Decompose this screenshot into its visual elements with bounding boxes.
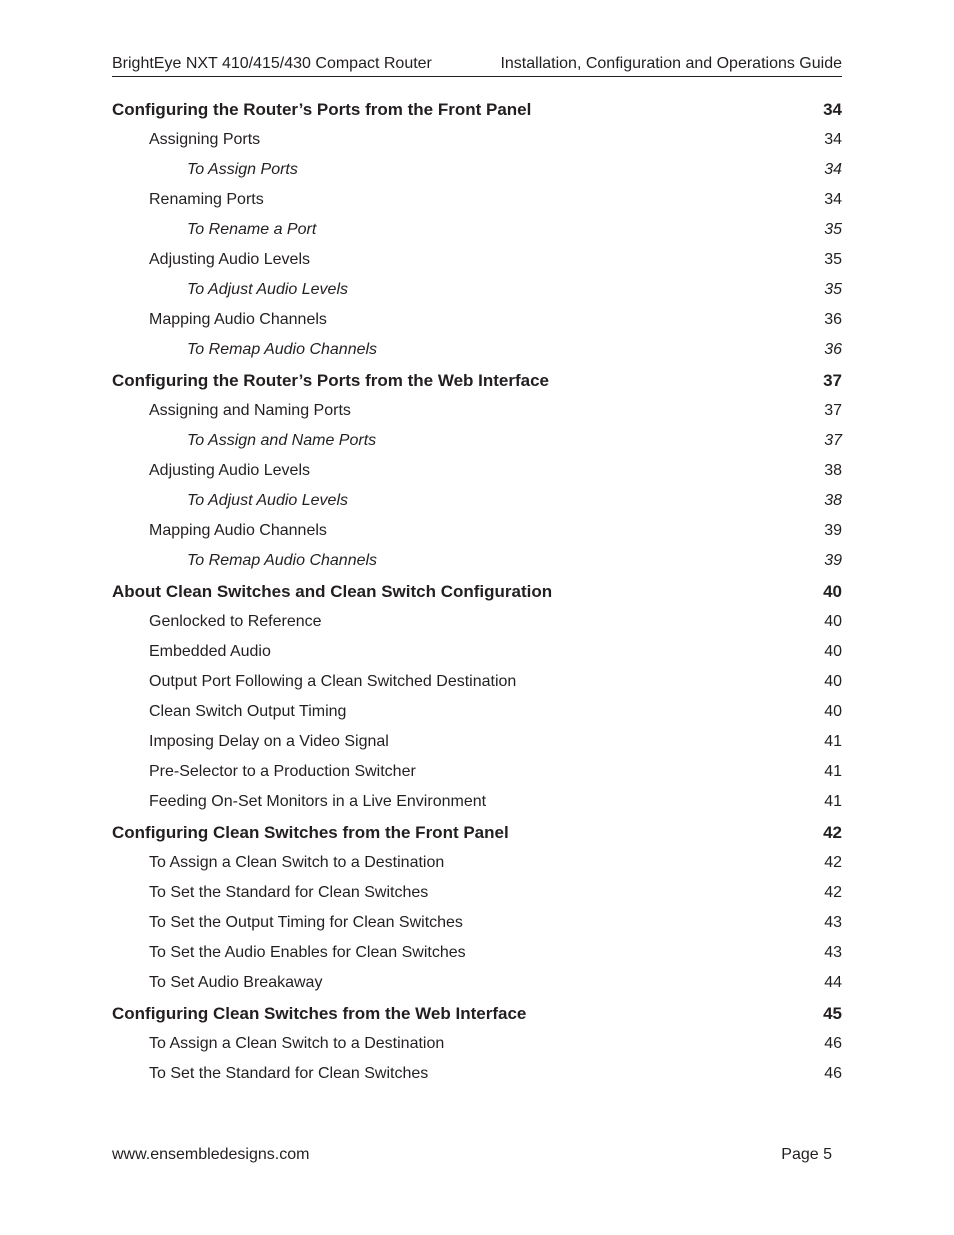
- toc-entry-title: To Remap Audio Channels: [187, 552, 378, 569]
- toc-entry-page: 39: [824, 552, 842, 569]
- toc-entry-page: 38: [824, 492, 842, 509]
- toc-entry-title: To Set the Standard for Clean Switches: [149, 884, 429, 901]
- toc-entry-title: Genlocked to Reference: [149, 613, 322, 630]
- toc-subsection-entry[interactable]: [112, 1059, 842, 1089]
- page-header: [112, 54, 842, 77]
- toc-entry-title: To Set Audio Breakaway: [149, 974, 323, 991]
- toc-entry-page: 40: [823, 581, 842, 601]
- toc-entry-page: 37: [824, 402, 842, 419]
- toc-subsection-entry[interactable]: [112, 878, 842, 908]
- toc-entry-page: 46: [824, 1035, 842, 1052]
- toc-subsection-entry[interactable]: [112, 697, 842, 727]
- toc-entry-title: Adjusting Audio Levels: [149, 462, 310, 479]
- toc-section-entry[interactable]: [112, 817, 842, 848]
- toc-entry-page: 46: [824, 1065, 842, 1082]
- toc-entry-title: To Assign a Clean Switch to a Destination: [149, 854, 445, 871]
- toc-subsection-entry[interactable]: [112, 516, 842, 546]
- toc-entry-title: Configuring the Router’s Ports from the Front Panel: [112, 99, 532, 119]
- toc-entry-page: 38: [824, 462, 842, 479]
- toc-entry-page: 35: [824, 281, 842, 298]
- toc-entry-page: 34: [824, 131, 842, 148]
- toc-entry-title: Pre-Selector to a Production Switcher: [149, 763, 416, 780]
- toc-entry-page: 40: [824, 643, 842, 660]
- toc-entry-page: 41: [824, 793, 842, 810]
- toc-subsection-entry[interactable]: [112, 848, 842, 878]
- toc-entry-title: To Assign Ports: [187, 161, 298, 178]
- toc-entry-page: 40: [824, 703, 842, 720]
- toc-entry-title: To Adjust Audio Levels: [187, 281, 348, 298]
- toc-procedure-entry[interactable]: [112, 426, 842, 456]
- toc-section-entry[interactable]: [112, 576, 842, 607]
- page-footer: [112, 1145, 832, 1165]
- toc-entry-title: About Clean Switches and Clean Switch Configuration: [112, 581, 553, 601]
- toc-entry-title: Embedded Audio: [149, 643, 271, 660]
- toc-subsection-entry[interactable]: [112, 305, 842, 335]
- toc-entry-page: 36: [824, 311, 842, 328]
- toc-entry-title: Clean Switch Output Timing: [149, 703, 347, 720]
- toc-entry-page: 43: [824, 944, 842, 961]
- toc-procedure-entry[interactable]: [112, 335, 842, 365]
- toc-subsection-entry[interactable]: [112, 938, 842, 968]
- header-product-title: BrightEye NXT 410/415/430 Compact Router: [112, 55, 432, 72]
- toc-entry-page: 43: [824, 914, 842, 931]
- toc-subsection-entry[interactable]: [112, 968, 842, 998]
- toc-entry-title: Configuring Clean Switches from the Web Interface: [112, 1003, 527, 1023]
- toc-entry-title: Adjusting Audio Levels: [149, 251, 310, 268]
- toc-entry-page: 37: [823, 370, 842, 390]
- toc-procedure-entry[interactable]: [112, 215, 842, 245]
- toc-subsection-entry[interactable]: [112, 125, 842, 155]
- toc-entry-title: Configuring Clean Switches from the Front Panel: [112, 822, 509, 842]
- toc-procedure-entry[interactable]: [112, 155, 842, 185]
- toc-subsection-entry[interactable]: [112, 667, 842, 697]
- footer-website-link[interactable]: www.ensembledesigns.com: [112, 1146, 310, 1163]
- toc-entry-title: To Set the Standard for Clean Switches: [149, 1065, 429, 1082]
- toc-entry-page: 37: [824, 432, 842, 449]
- toc-entry-page: 40: [824, 673, 842, 690]
- toc-entry-title: To Assign and Name Ports: [187, 432, 377, 449]
- toc-subsection-entry[interactable]: [112, 637, 842, 667]
- toc-entry-page: 35: [824, 221, 842, 238]
- toc-section-entry[interactable]: [112, 94, 842, 125]
- toc-subsection-entry[interactable]: [112, 396, 842, 426]
- toc-entry-title: To Set the Output Timing for Clean Switches: [149, 914, 463, 931]
- toc-procedure-entry[interactable]: [112, 486, 842, 516]
- toc-entry-page: 44: [824, 974, 842, 991]
- header-guide-title: Installation, Configuration and Operations Guide: [500, 55, 842, 72]
- toc-entry-page: 35: [824, 251, 842, 268]
- toc-subsection-entry[interactable]: [112, 908, 842, 938]
- toc-entry-title: To Adjust Audio Levels: [187, 492, 348, 509]
- toc-entry-title: Assigning Ports: [149, 131, 261, 148]
- toc-subsection-entry[interactable]: [112, 757, 842, 787]
- toc-entry-page: 42: [823, 822, 842, 842]
- table-of-contents: [112, 94, 842, 1089]
- toc-entry-page: 34: [824, 161, 842, 178]
- toc-procedure-entry[interactable]: [112, 275, 842, 305]
- toc-entry-page: 34: [823, 99, 842, 119]
- toc-procedure-entry[interactable]: [112, 546, 842, 576]
- toc-entry-page: 39: [824, 522, 842, 539]
- toc-subsection-entry[interactable]: [112, 787, 842, 817]
- toc-entry-title: To Assign a Clean Switch to a Destination: [149, 1035, 445, 1052]
- toc-entry-title: Mapping Audio Channels: [149, 311, 327, 328]
- toc-entry-page: 40: [824, 613, 842, 630]
- toc-entry-title: Renaming Ports: [149, 191, 264, 208]
- toc-subsection-entry[interactable]: [112, 607, 842, 637]
- toc-entry-title: To Remap Audio Channels: [187, 341, 378, 358]
- toc-entry-title: Assigning and Naming Ports: [149, 402, 351, 419]
- toc-entry-page: 41: [824, 733, 842, 750]
- toc-entry-title: Output Port Following a Clean Switched Destination: [149, 673, 517, 690]
- toc-subsection-entry[interactable]: [112, 245, 842, 275]
- toc-entry-title: Configuring the Router’s Ports from the Web Interface: [112, 370, 549, 390]
- toc-entry-page: 34: [824, 191, 842, 208]
- toc-section-entry[interactable]: [112, 998, 842, 1029]
- toc-entry-title: To Rename a Port: [187, 221, 317, 238]
- toc-entry-page: 41: [824, 763, 842, 780]
- toc-section-entry[interactable]: [112, 365, 842, 396]
- footer-page-number: Page 5: [781, 1146, 832, 1163]
- toc-subsection-entry[interactable]: [112, 1029, 842, 1059]
- toc-entry-page: 42: [824, 884, 842, 901]
- toc-subsection-entry[interactable]: [112, 727, 842, 757]
- toc-entry-title: To Set the Audio Enables for Clean Switches: [149, 944, 466, 961]
- toc-entry-title: Mapping Audio Channels: [149, 522, 327, 539]
- toc-entry-title: Imposing Delay on a Video Signal: [149, 733, 389, 750]
- toc-entry-page: 36: [824, 341, 842, 358]
- toc-entry-title: Feeding On-Set Monitors in a Live Environment: [149, 793, 487, 810]
- toc-subsection-entry[interactable]: [112, 185, 842, 215]
- toc-subsection-entry[interactable]: [112, 456, 842, 486]
- toc-entry-page: 45: [823, 1003, 842, 1023]
- toc-entry-page: 42: [824, 854, 842, 871]
